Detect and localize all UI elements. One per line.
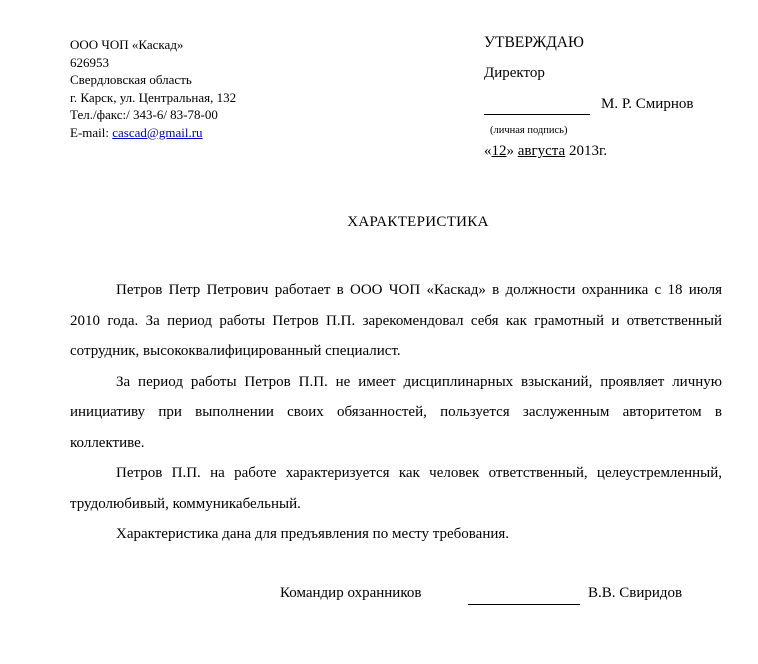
document-heading-row [0, 214, 758, 231]
organization-block [70, 36, 236, 141]
body-paragraph: За период работы Петров П.П. не имеет дисциплинарных взысканий, проявляет личную инициативу при выполнении своих обязанностей, пользуется заслуженным авторитетом в коллективе. [70, 373, 722, 451]
org-name: ООО ЧОП «Каскад» [70, 37, 184, 52]
footer-role: Командир охранников [280, 585, 422, 601]
org-email-label: E-mail: [70, 124, 109, 140]
document-body [70, 275, 722, 550]
org-phone: Тел./факс:/ 343-6/ 83-78-00 [70, 107, 218, 122]
org-email-row [70, 124, 236, 142]
footer-name: В.В. Свиридов [588, 585, 683, 601]
document-heading: ХАРАКТЕРИСТИКА [347, 214, 489, 230]
footer-signature-line [468, 587, 580, 605]
date-quote-open: « [484, 143, 492, 159]
body-paragraph: Характеристика дана для предъявления по месту требования. [116, 526, 510, 542]
date-quote-close: » [506, 143, 514, 159]
body-paragraph: Петров П.П. на работе характеризуется как человек ответственный, целеустремленный, трудолюбивый, коммуникабельный. [70, 465, 722, 512]
approval-title: УТВЕРЖДАЮ [484, 34, 584, 51]
approval-signer: М. Р. Смирнов [601, 96, 694, 112]
approval-date [484, 143, 607, 160]
org-email-link[interactable]: cascad@gmail.ru [112, 124, 203, 140]
approval-role: Директор [484, 65, 545, 81]
org-region: Свердловская область [70, 72, 192, 87]
date-month: августа [517, 143, 566, 159]
date-day: 12 [491, 143, 507, 159]
org-postal-code: 626953 [70, 54, 109, 70]
approval-signature-line [484, 96, 590, 115]
org-address: г. Карск, ул. Центральная, 132 [70, 89, 237, 105]
body-paragraph: Петров Петр Петрович работает в ООО ЧОП «Каскад» в должности охранника с 18 июля 2010 года. За период работы Петров П.П. зарекомендовал себя как грамотный и ответственный сотрудник, высококвалифицированный специалист. [70, 282, 722, 359]
approval-signature-caption: (личная подпись) [490, 125, 568, 136]
date-year: 2013г. [568, 143, 608, 159]
